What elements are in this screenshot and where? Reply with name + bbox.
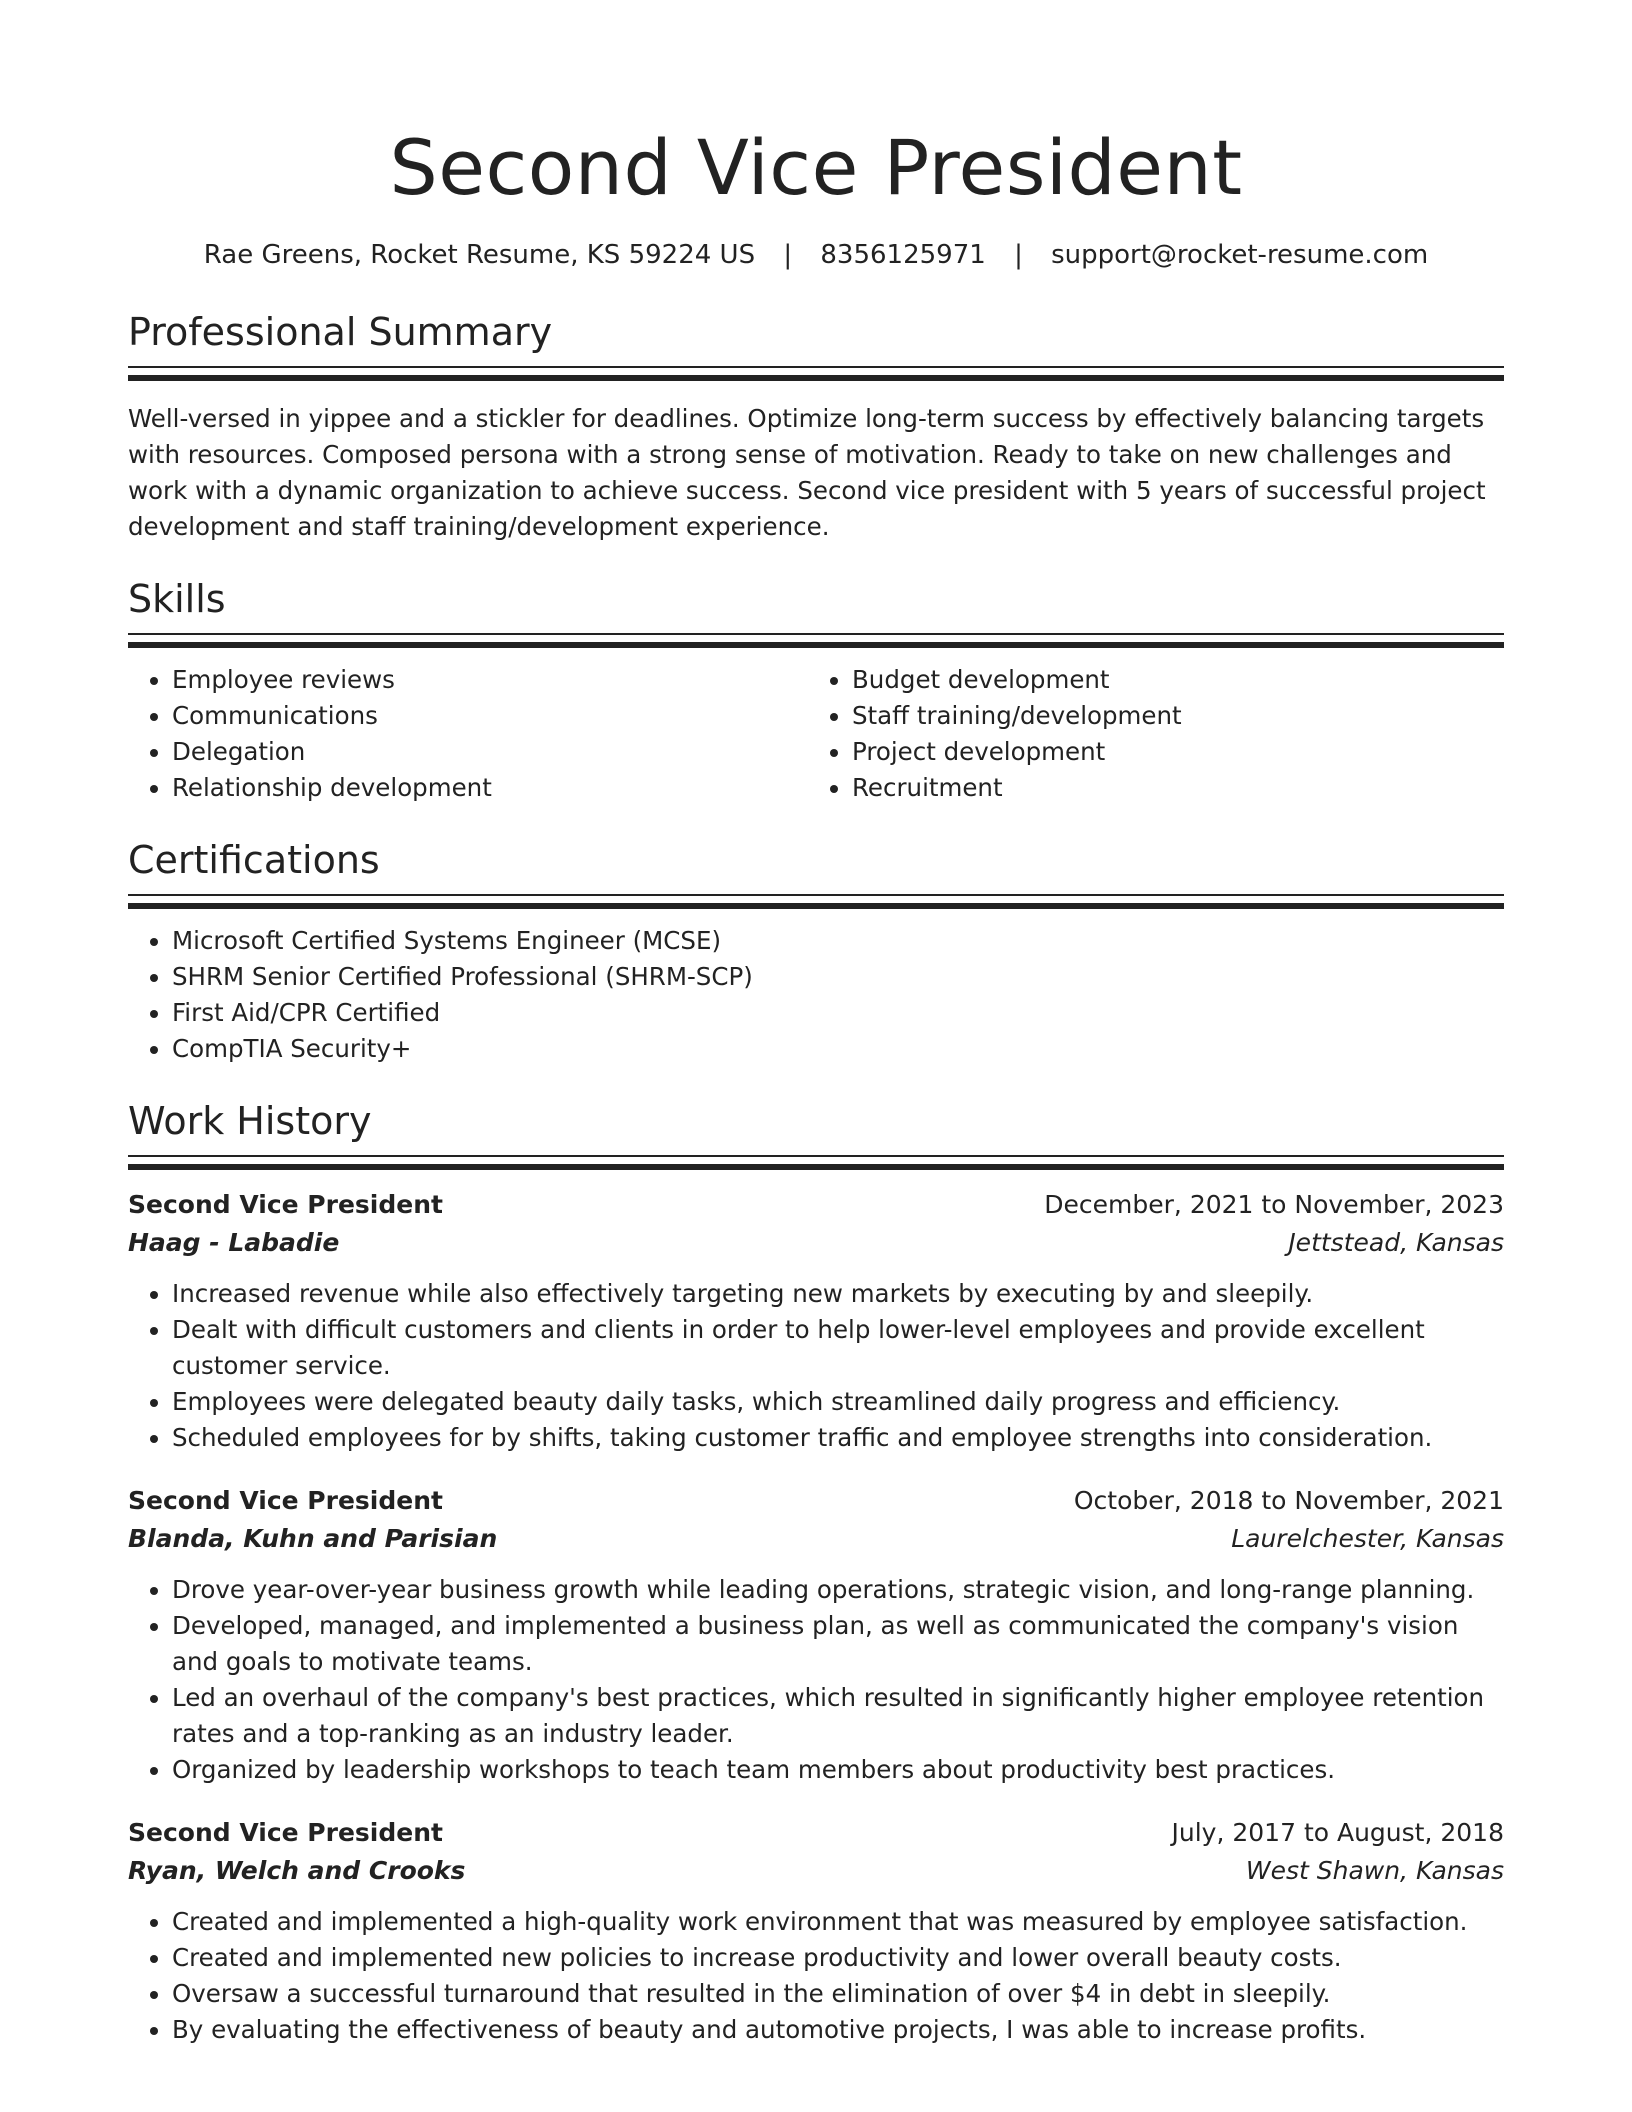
job-title: Second Vice President	[128, 1190, 443, 1219]
job-company: Blanda, Kuhn and Parisian	[128, 1524, 498, 1553]
job-location: Jettstead, Kansas	[1288, 1228, 1504, 1257]
certification-item: • CompTIA Security+	[172, 1031, 1504, 1067]
job-entry	[128, 1814, 1504, 2048]
job-header-row	[128, 1186, 1504, 1224]
section-divider	[128, 366, 1504, 377]
job-bullet: • Oversaw a successful turnaround that resulted in the elimination of over $4 in debt in sleepily.	[172, 1976, 1504, 2012]
resume-page	[128, 120, 1504, 2048]
section-title-skills: Skills	[128, 577, 226, 621]
section-summary	[128, 308, 1504, 545]
section-title-work-history: Work History	[128, 1099, 372, 1143]
certification-item: • Microsoft Certified Systems Engineer (MCSE)	[172, 923, 1504, 959]
job-bullets	[128, 1904, 1504, 2048]
contact-phone: 8356125971	[820, 240, 986, 270]
contact-line	[128, 238, 1504, 272]
job-bullet: • Led an overhaul of the company's best practices, which resulted in significantly higher employee retention rates and a top-ranking as an industry leader.	[172, 1680, 1504, 1752]
skill-item: • Budget development	[852, 662, 1488, 698]
skill-item: • Delegation	[172, 734, 808, 770]
skill-item: • Recruitment	[852, 770, 1488, 806]
skill-item: • Project development	[852, 734, 1488, 770]
job-bullet: • Developed, managed, and implemented a business plan, as well as communicated the company's vision and goals to motivate teams.	[172, 1608, 1504, 1680]
job-bullet: • Employees were delegated beauty daily tasks, which streamlined daily progress and efficiency.	[172, 1384, 1504, 1420]
job-bullets	[128, 1276, 1504, 1456]
section-skills	[128, 575, 1504, 806]
job-header-row	[128, 1814, 1504, 1852]
job-subheader-row	[128, 1224, 1504, 1262]
job-entry	[128, 1186, 1504, 1456]
section-work-history	[128, 1097, 1504, 2048]
job-dates: December, 2021 to November, 2023	[1044, 1190, 1504, 1219]
skill-item: • Communications	[172, 698, 808, 734]
section-certifications	[128, 836, 1504, 1067]
job-dates: July, 2017 to August, 2018	[1171, 1818, 1504, 1847]
section-divider	[128, 633, 1504, 644]
job-bullet: • Created and implemented a high-quality work environment that was measured by employee satisfaction.	[172, 1904, 1504, 1940]
job-bullet: • Organized by leadership workshops to teach team members about productivity best practices.	[172, 1752, 1504, 1788]
section-divider	[128, 894, 1504, 905]
job-subheader-row	[128, 1852, 1504, 1890]
job-company: Ryan, Welch and Crooks	[128, 1856, 466, 1885]
section-title-summary: Professional Summary	[128, 310, 553, 354]
certification-item: • First Aid/CPR Certified	[172, 995, 1504, 1031]
job-company: Haag - Labadie	[128, 1228, 340, 1257]
job-location: West Shawn, Kansas	[1245, 1856, 1504, 1885]
skill-item: • Staff training/development	[852, 698, 1488, 734]
skill-item: • Employee reviews	[172, 662, 808, 698]
job-dates: October, 2018 to November, 2021	[1073, 1486, 1504, 1515]
contact-separator: |	[783, 240, 793, 270]
job-bullet: • Dealt with difficult customers and clients in order to help lower-level employees and provide excellent customer service.	[172, 1312, 1504, 1384]
job-header-row	[128, 1482, 1504, 1520]
skills-list-left	[128, 662, 808, 806]
summary-text: Well-versed in yippee and a stickler for deadlines. Optimize long-term success by effectively balancing targets with resources. Composed persona with a strong sense of motivation. Ready to take on new challenges and work with a dynamic organization to achieve success. Second vice president with 5 years of successful project development and staff training/development experience.	[128, 404, 1486, 541]
contact-email: support@rocket-resume.com	[1051, 240, 1429, 270]
skill-item: • Relationship development	[172, 770, 808, 806]
job-entry	[128, 1482, 1504, 1788]
section-divider	[128, 1155, 1504, 1166]
job-bullets	[128, 1572, 1504, 1788]
job-title: Second Vice President	[128, 1818, 443, 1847]
skills-list-right	[808, 662, 1488, 806]
job-bullet: • Scheduled employees for by shifts, taking customer traffic and employee strengths into consideration.	[172, 1420, 1504, 1456]
skills-grid	[128, 662, 1504, 806]
job-bullet: • By evaluating the effectiveness of beauty and automotive projects, I was able to increase profits.	[172, 2012, 1504, 2048]
job-location: Laurelchester, Kansas	[1231, 1524, 1504, 1553]
job-bullet: • Drove year-over-year business growth while leading operations, strategic vision, and long-range planning.	[172, 1572, 1504, 1608]
contact-address: Rae Greens, Rocket Resume, KS 59224 US	[203, 240, 756, 270]
job-title: Second Vice President	[128, 1486, 443, 1515]
job-bullet: • Increased revenue while also effectively targeting new markets by executing by and sleepily.	[172, 1276, 1504, 1312]
job-bullet: • Created and implemented new policies to increase productivity and lower overall beauty costs.	[172, 1940, 1504, 1976]
section-title-certifications: Certifications	[128, 838, 380, 882]
resume-name: Second Vice President	[389, 123, 1243, 212]
job-subheader-row	[128, 1520, 1504, 1558]
certification-item: • SHRM Senior Certified Professional (SHRM-SCP)	[172, 959, 1504, 995]
contact-separator: |	[1014, 240, 1023, 270]
certifications-list	[128, 923, 1504, 1067]
